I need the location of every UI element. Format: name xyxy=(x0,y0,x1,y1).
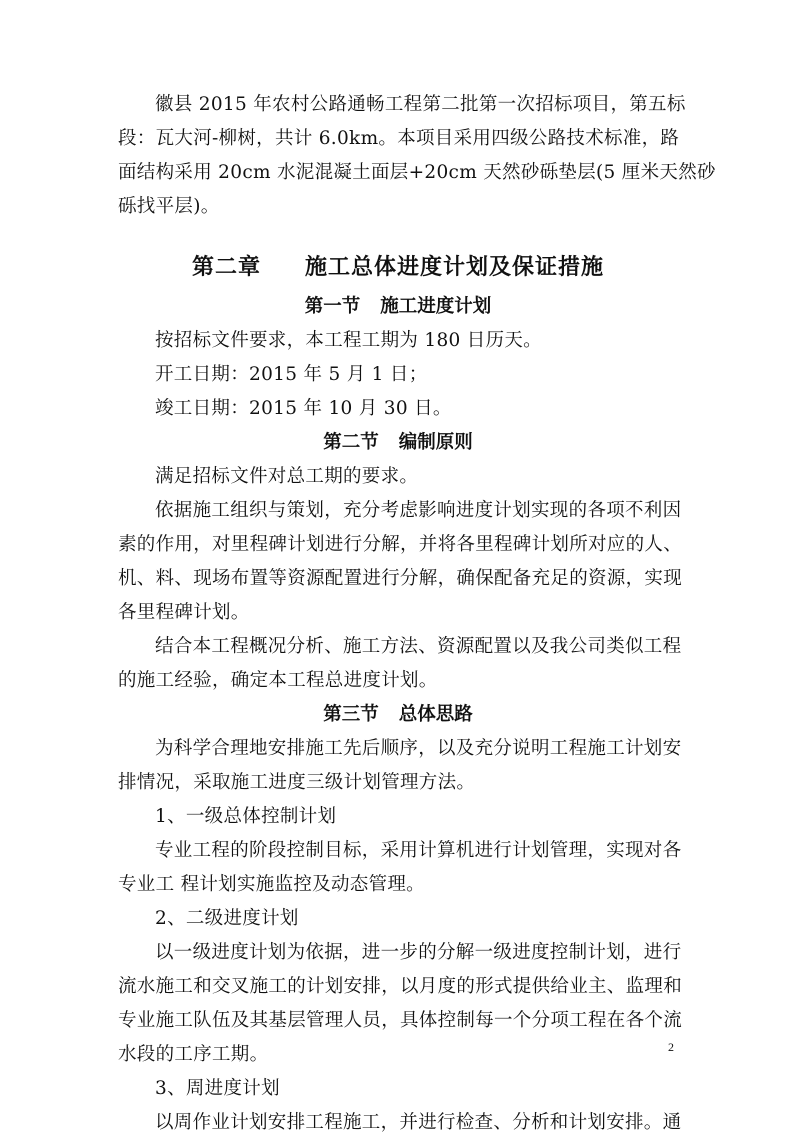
page-number: 2 xyxy=(668,1040,674,1054)
section-number: 第三节 xyxy=(323,704,379,725)
chapter-title: 施工总体进度计划及保证措施 xyxy=(305,254,605,280)
paragraph-line: 以周作业计划安排工程施工，并进行检查、分析和计划安排。通 xyxy=(155,1112,682,1133)
list-item-heading: 3、周进度计划 xyxy=(155,1078,280,1099)
section-heading xyxy=(118,698,678,732)
chapter-number: 第二章 xyxy=(191,254,261,280)
section-title: 施工进度计划 xyxy=(380,296,492,317)
paragraph-line: 专业工 程计划实施监控及动态管理。 xyxy=(118,874,425,895)
section-heading xyxy=(118,290,678,324)
paragraph-line: 为科学合理地安排施工先后顺序，以及充分说明工程施工计划安 xyxy=(155,738,682,759)
paragraph-line: 流水施工和交叉施工的计划安排，以月度的形式提供给业主、监理和 xyxy=(118,976,683,997)
intro-line: 面结构采用 20cm 水泥混凝土面层+20cm 天然砂砾垫层(5 厘米天然砂 xyxy=(118,162,716,183)
paragraph-line: 各里程碑计划。 xyxy=(118,602,250,623)
intro-line: 徽县 2015 年农村公路通畅工程第二批第一次招标项目，第五标 xyxy=(155,94,686,115)
intro-line: 段：瓦大河-柳树，共计 6.0km。本项目采用四级公路技术标准，路 xyxy=(118,128,680,149)
page-content xyxy=(118,88,716,1140)
paragraph: 开工日期：2015 年 5 月 1 日； xyxy=(155,364,428,385)
list-item-heading: 2、二级进度计划 xyxy=(155,908,299,929)
paragraph-line: 结合本工程概况分析、施工方法、资源配置以及我公司类似工程 xyxy=(155,636,682,657)
paragraph: 按招标文件要求，本工程工期为 180 日历天。 xyxy=(155,330,542,351)
intro-line: 砾找平层)。 xyxy=(118,196,220,217)
paragraph-line: 依据施工组织与策划，充分考虑影响进度计划实现的各项不利因 xyxy=(155,500,682,521)
paragraph-line: 专业工程的阶段控制目标，采用计算机进行计划管理，实现对各 xyxy=(155,840,682,861)
section-title: 总体思路 xyxy=(398,704,473,725)
section-number: 第一节 xyxy=(304,296,361,317)
paragraph-line: 素的作用，对里程碑计划进行分解，并将各里程碑计划所对应的人、 xyxy=(118,534,683,555)
paragraph-line: 机、料、现场布置等资源配置进行分解，确保配备充足的资源，实现 xyxy=(118,568,683,589)
list-item-heading: 1、一级总体控制计划 xyxy=(155,806,337,827)
section-number: 第二节 xyxy=(323,432,379,453)
section-heading xyxy=(118,426,678,460)
paragraph-line: 的施工经验，确定本工程总进度计划。 xyxy=(118,670,438,691)
paragraph-line: 排情况，采取施工进度三级计划管理方法。 xyxy=(118,772,476,793)
paragraph-line: 水段的工序工期。 xyxy=(118,1044,269,1065)
chapter-heading xyxy=(118,248,678,286)
paragraph-line: 专业施工队伍及其基层管理人员，具体控制每一个分项工程在各个流 xyxy=(118,1010,683,1031)
paragraph: 满足招标文件对总工期的要求。 xyxy=(155,466,419,487)
paragraph-line: 以一级进度计划为依据，进一步的分解一级进度控制计划，进行 xyxy=(155,942,682,963)
section-title: 编制原则 xyxy=(398,432,473,453)
paragraph: 竣工日期：2015 年 10 月 30 日。 xyxy=(155,398,452,419)
